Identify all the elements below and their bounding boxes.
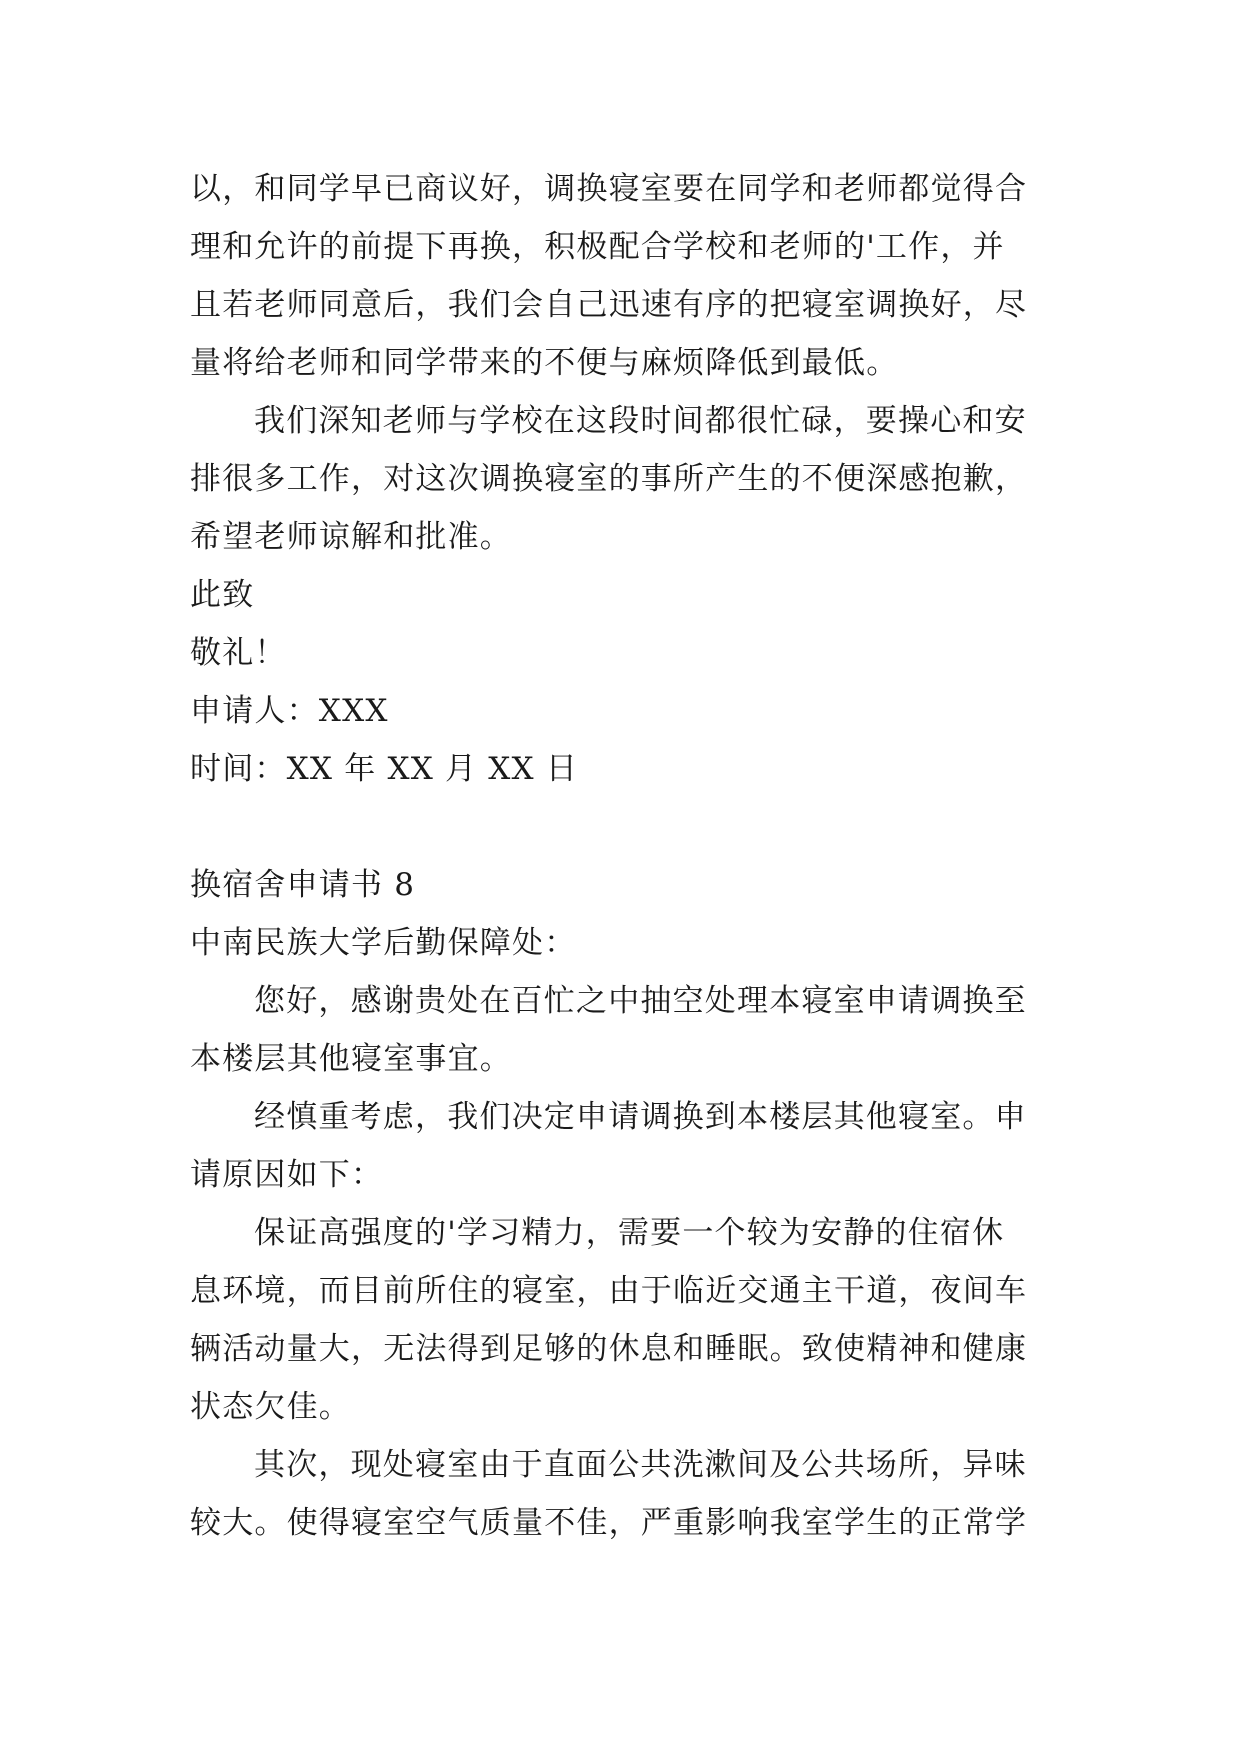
body-text-line: 理和允许的前提下再换，积极配合学校和老师的'工作，并 [190,229,1005,265]
body-text-line: 以，和同学早已商议好，调换寝室要在同学和老师都觉得合 [190,171,1028,207]
paragraph-first-line: 您好，感谢贵处在百忙之中抽空处理本寝室申请调换至 [254,983,1027,1019]
body-text-line: 请原因如下： [190,1157,384,1193]
paragraph-first-line: 我们深知老师与学校在这段时间都很忙碌，要操心和安 [254,403,1027,439]
body-text-line: 本楼层其他寝室事宜。 [190,1041,512,1077]
body-text-line: 排很多工作，对这次调换寝室的事所产生的不便深感抱歉， [190,461,1028,497]
body-text-line: 较大。使得寝室空气质量不佳，严重影响我室学生的正常学 [190,1505,1028,1541]
closing-salutation: 此致 [190,577,255,613]
body-text-line: 希望老师谅解和批准。 [190,519,512,555]
section-title: 换宿舍申请书 8 [190,867,416,903]
body-text-line: 状态欠佳。 [190,1389,351,1425]
applicant-line: 申请人：XXX [190,693,389,729]
body-text-line: 辆活动量大，无法得到足够的休息和睡眠。致使精神和健康 [190,1331,1028,1367]
body-text-line: 且若老师同意后，我们会自己迅速有序的把寝室调换好，尽 [190,287,1028,323]
date-line: 时间：XX 年 XX 月 XX 日 [190,751,579,787]
body-text-line: 量将给老师和同学带来的不便与麻烦降低到最低。 [190,345,899,381]
paragraph-first-line: 保证高强度的'学习精力，需要一个较为安静的住宿休 [254,1215,1005,1251]
closing-regards: 敬礼！ [190,635,287,671]
recipient-line: 中南民族大学后勤保障处： [190,925,577,961]
document-body [190,160,1050,1552]
paragraph-first-line: 经慎重考虑，我们决定申请调换到本楼层其他寝室。申 [254,1099,1027,1135]
body-text-line: 息环境，而目前所住的寝室，由于临近交通主干道，夜间车 [190,1273,1028,1309]
paragraph-first-line: 其次，现处寝室由于直面公共洗漱间及公共场所，异味 [254,1447,1027,1483]
section-spacer [190,798,1050,856]
